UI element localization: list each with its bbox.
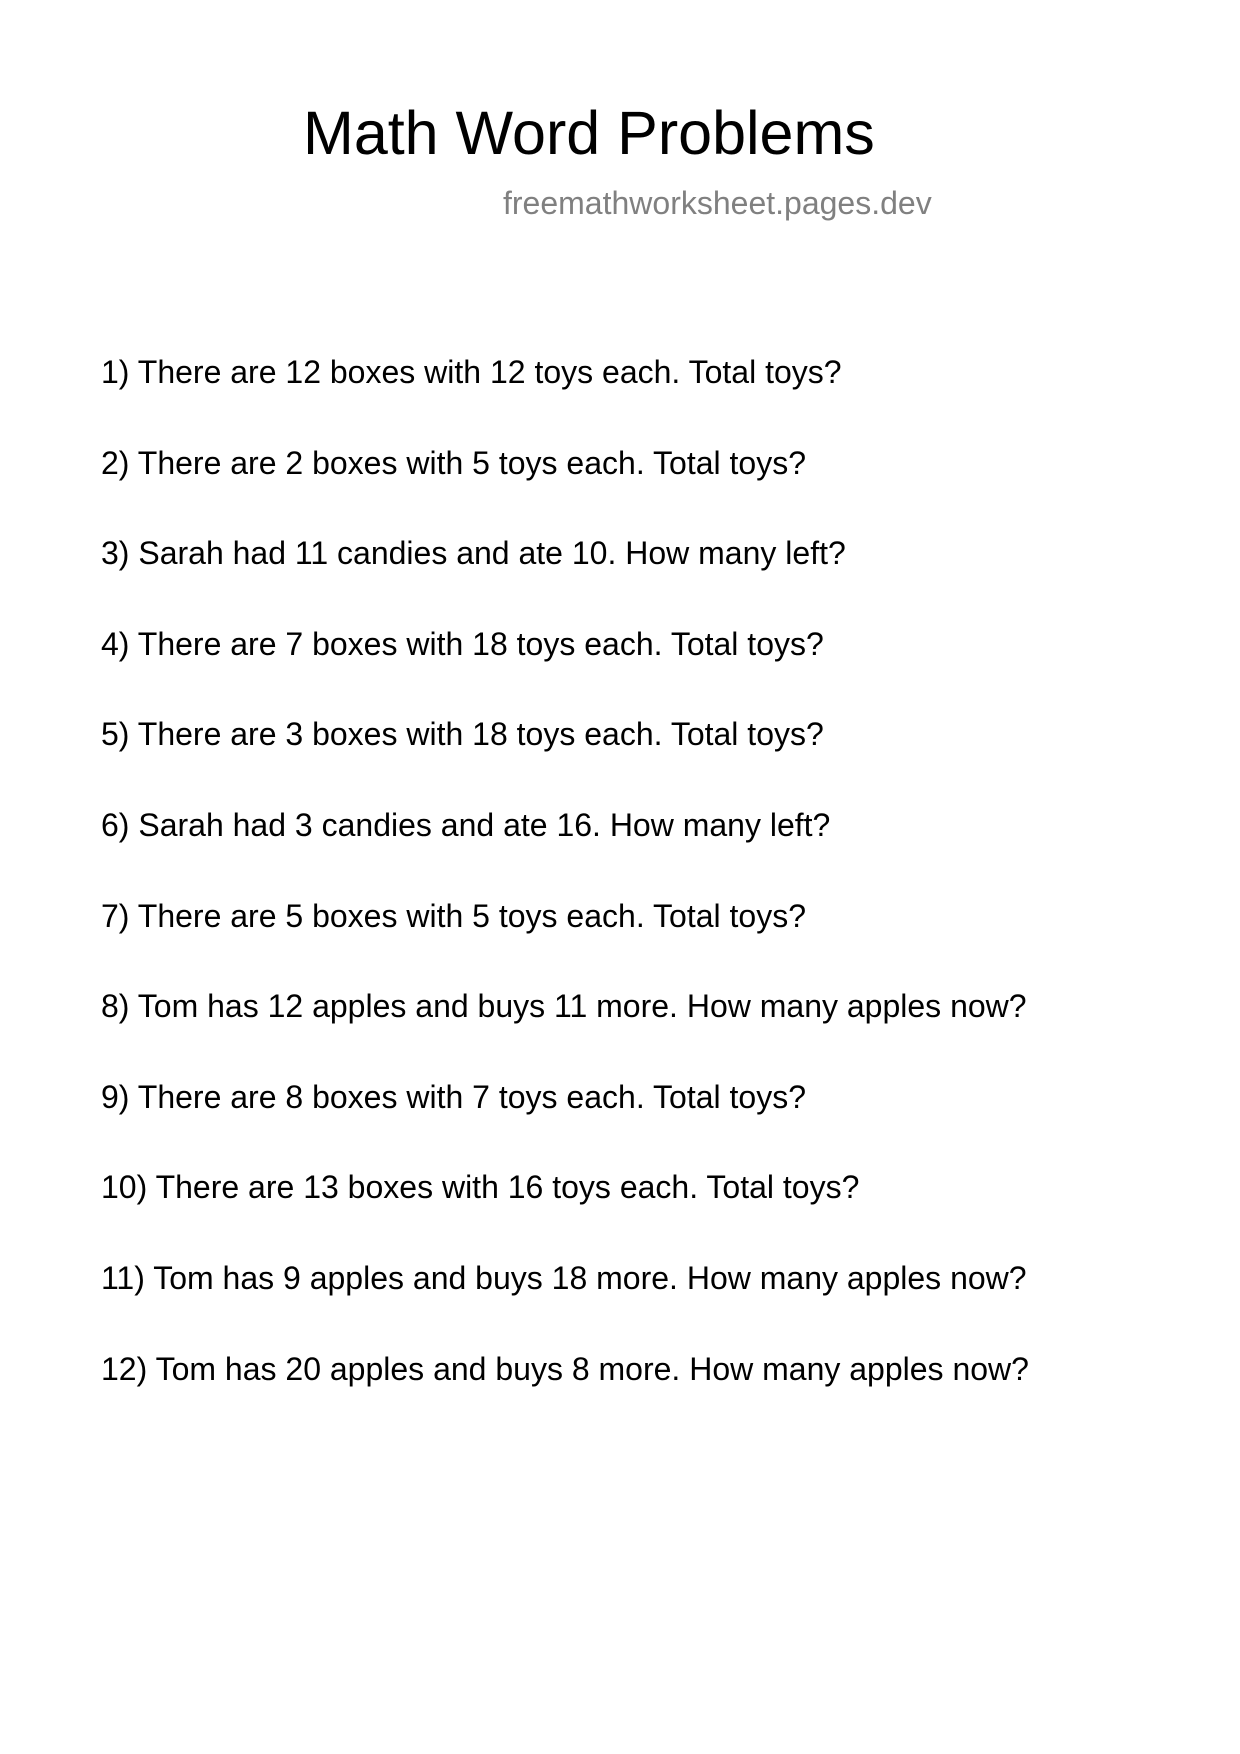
problem-item: 2) There are 2 boxes with 5 toys each. Total toys? <box>101 444 806 481</box>
problem-list <box>101 352 1029 1439</box>
problem-item: 9) There are 8 boxes with 7 toys each. Total toys? <box>101 1078 806 1115</box>
site-url: freemathworksheet.pages.dev <box>503 185 932 221</box>
problem-item: 7) There are 5 boxes with 5 toys each. Total toys? <box>101 897 806 934</box>
problem-item: 12) Tom has 20 apples and buys 8 more. How many apples now? <box>101 1350 1029 1387</box>
problem-item: 3) Sarah had 11 candies and ate 10. How many left? <box>101 535 846 572</box>
problem-item: 5) There are 3 boxes with 18 toys each. Total toys? <box>101 716 824 753</box>
problem-item: 10) There are 13 boxes with 16 toys each. Total toys? <box>101 1169 860 1206</box>
problem-item: 11) Tom has 9 apples and buys 18 more. How many apples now? <box>101 1259 1027 1296</box>
problem-item: 8) Tom has 12 apples and buys 11 more. How many apples now? <box>101 988 1027 1025</box>
problem-item: 1) There are 12 boxes with 12 toys each. Total toys? <box>101 354 842 390</box>
problem-item: 4) There are 7 boxes with 18 toys each. Total toys? <box>101 625 824 662</box>
problem-item: 6) Sarah had 3 candies and ate 16. How many left? <box>101 806 831 843</box>
page-title: Math Word Problems <box>303 99 875 167</box>
